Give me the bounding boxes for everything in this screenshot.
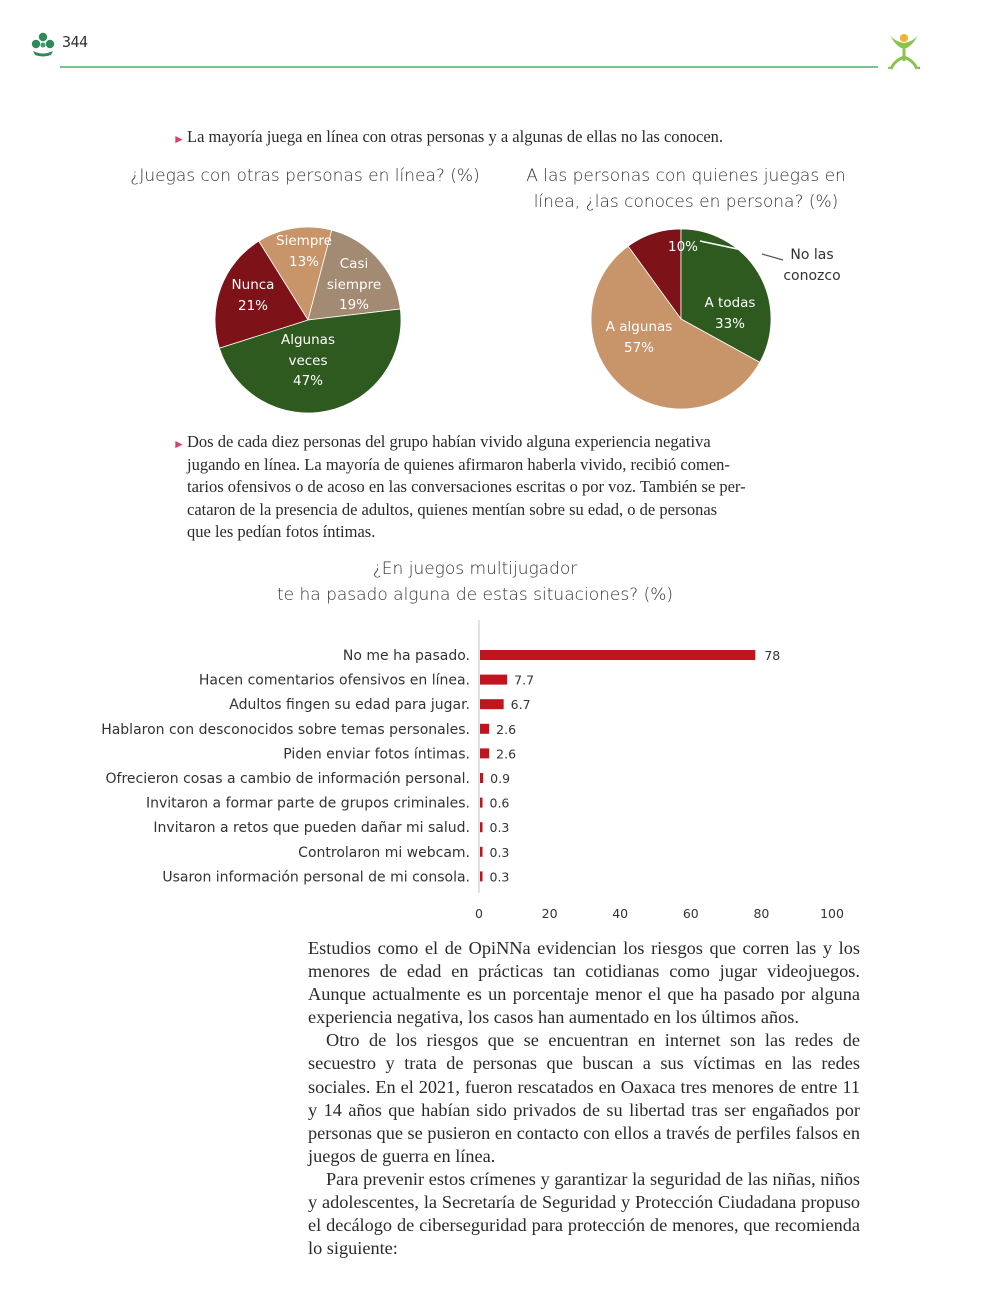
bar-value-label: 0.3 xyxy=(489,820,510,836)
callout-line xyxy=(690,235,790,275)
x-tick-label: 100 xyxy=(820,906,844,921)
page-number: 344 xyxy=(62,33,88,51)
second-bullet-line: tarios ofensivos o de acoso en las conversaciones escritas o por voz. También se per- xyxy=(187,477,746,496)
x-tick-label: 80 xyxy=(753,906,770,921)
pie-right-label-todas: A todas 33% xyxy=(704,295,756,332)
header-rule xyxy=(60,66,878,68)
bar-value-label: 2.6 xyxy=(496,721,517,737)
bar-value-label: 0.3 xyxy=(489,869,510,885)
bar-category-label: Usaron información personal de mi consola. xyxy=(162,869,470,886)
bar xyxy=(480,748,489,758)
pie-right-callout-no-conozco: No las conozco xyxy=(783,247,841,284)
bar xyxy=(480,724,489,734)
bar xyxy=(480,871,483,881)
second-bullet-line: jugando en línea. La mayoría de quienes afirmaron haberla vivido, recibió comen- xyxy=(187,454,730,474)
pie-left-label-siempre: Siempre 13% xyxy=(276,233,332,270)
bar xyxy=(480,699,504,709)
bar-category-label: Invitaron a formar parte de grupos criminales. xyxy=(145,795,470,812)
x-tick-label: 20 xyxy=(541,906,558,921)
bar xyxy=(480,847,483,857)
bar-value-label: 2.6 xyxy=(496,746,517,762)
body-paragraph: Para prevenir estos crímenes y garantizar la seguridad de las niñas, niños y adolescentes, la Secretaría de Seguridad y Protección Ciudadana propuso el decálogo de ciberseguridad para protección de menores, que recomienda lo siguiente: xyxy=(308,1168,860,1259)
bullet-arrow-icon: ► xyxy=(173,437,185,451)
pie-right-title: A las personas con quienes juegas en línea, ¿las conoces en persona? (%) xyxy=(526,166,846,212)
bar-category-label: Controlaron mi webcam. xyxy=(298,844,470,861)
bar-value-label: 0.6 xyxy=(489,795,510,811)
bar-chart xyxy=(0,615,986,930)
pie-left-label-nunca: Nunca 21% xyxy=(231,277,275,314)
pie-left-label-casi: Casi siempre 19% xyxy=(326,256,382,313)
pie-left-title: ¿Juegas con otras personas en línea? (%) xyxy=(130,166,480,186)
hands-flower-logo-icon xyxy=(30,31,56,57)
person-flower-logo-icon xyxy=(886,33,922,71)
x-tick-label: 60 xyxy=(682,906,699,921)
second-bullet-line: que les pedían fotos íntimas. xyxy=(187,522,376,541)
bar-value-label: 0.3 xyxy=(489,844,510,860)
pie-right-label-no-conozco-pct: 10% xyxy=(667,239,698,255)
second-bullet xyxy=(173,431,757,544)
bar-value-label: 78 xyxy=(764,648,781,663)
bar-category-label: Piden enviar fotos íntimas. xyxy=(283,746,470,763)
pie-right-label-algunas: A algunas 57% xyxy=(605,319,673,356)
bar-category-label: Adultos fingen su edad para jugar. xyxy=(229,697,470,714)
bar-category-label: No me ha pasado. xyxy=(342,648,470,664)
bar xyxy=(480,822,483,832)
bar-value-label: 7.7 xyxy=(514,672,535,688)
bar-category-label: Hacen comentarios ofensivos en línea. xyxy=(198,672,470,689)
bar xyxy=(480,773,483,783)
x-tick-label: 40 xyxy=(612,906,629,921)
second-bullet-line: cataron de la presencia de adultos, quienes mentían sobre su edad, o de personas xyxy=(187,499,718,519)
intro-bullet xyxy=(173,126,807,149)
body-paragraph: Otro de los riesgos que se encuentran en internet son las redes de secuestro y trata de personas que buscan a sus víctimas en las redes sociales. En el 2021, fueron rescatados en Oaxaca tres menores de entre 11 y 14 años que habían sido privados de su libertad tras ser engañados por personas que se pusieron en contacto con ellos a través de perfiles falsos en juegos de guerra en línea. xyxy=(308,1030,860,1166)
body-paragraph: Estudios como el de OpiNNa evidencian los riesgos que corren las y los menores de edad en prácticas tan cotidianas como jugar videojuegos. Aunque actualmente es un porcentaje menor el que ha pasado por alguna experiencia negativa, los casos han aumentado en los últimos años. xyxy=(308,938,860,1028)
bar xyxy=(480,675,507,685)
bullet-arrow-icon: ► xyxy=(173,132,185,146)
body-text xyxy=(308,937,860,1260)
bar xyxy=(480,650,755,660)
bar-value-label: 6.7 xyxy=(510,697,531,713)
bar-value-label: 0.9 xyxy=(490,771,511,786)
bar-category-label: Invitaron a retos que pueden dañar mi salud. xyxy=(153,820,470,837)
bar-category-label: Hablaron con desconocidos sobre temas personales. xyxy=(101,721,470,738)
intro-bullet-text: La mayoría juega en línea con otras personas y a algunas de ellas no las conocen. xyxy=(187,127,724,146)
x-tick-label: 0 xyxy=(475,906,483,921)
bar xyxy=(480,798,483,808)
pie-left-label-algunas: Algunas veces 47% xyxy=(281,332,335,389)
second-bullet-line: Dos de cada diez personas del grupo habían vivido alguna experiencia negativa xyxy=(187,432,711,451)
bar-category-label: Ofrecieron cosas a cambio de información personal. xyxy=(105,771,470,787)
bar-chart-title: ¿En juegos multijugador te ha pasado alguna de estas situaciones? (%) xyxy=(276,559,674,605)
